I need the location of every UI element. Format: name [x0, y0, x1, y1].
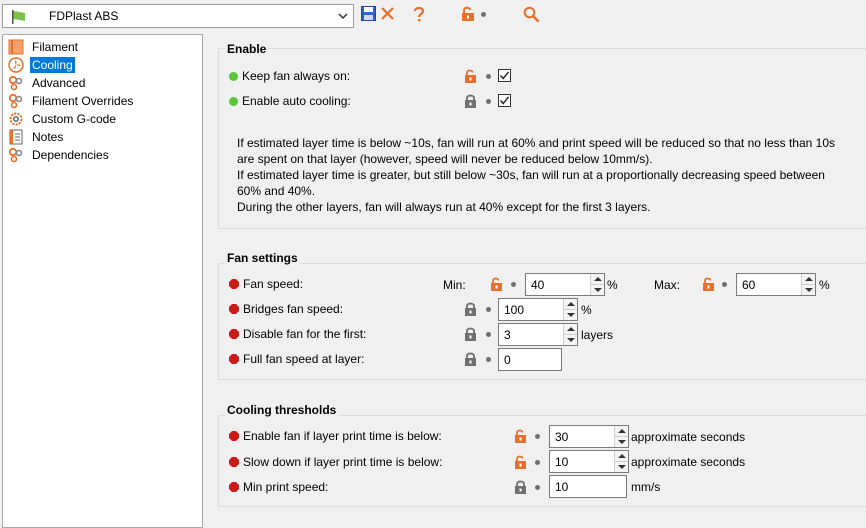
max-fan-speed-value: 60: [742, 278, 756, 292]
fan-settings-title: Fan settings: [227, 251, 298, 265]
full-fan-label: Full fan speed at layer:: [243, 352, 365, 366]
slow-down-unit: approximate seconds: [631, 455, 746, 469]
description-line: If estimated layer time is greater, but still below ~30s, fan will run at a proportionally decreasing speed between: [237, 168, 825, 182]
expert-mode-dot-icon: [229, 482, 239, 492]
bullet-icon: [486, 307, 491, 312]
auto-cooling-checkbox[interactable]: [498, 94, 511, 107]
filament-icon: [8, 39, 24, 55]
lock-closed-icon[interactable]: [464, 352, 477, 366]
bullet-icon: [486, 99, 491, 104]
lock-closed-icon[interactable]: [514, 480, 527, 494]
cooling-description: [237, 135, 857, 215]
description-line: are spent on that layer (however, speed will never be reduced below 10mm/s).: [237, 152, 653, 166]
sidebar-item-filament-overrides[interactable]: [8, 92, 135, 109]
lock-closed-icon[interactable]: [464, 302, 477, 316]
bullet-icon: [486, 332, 491, 337]
slow-down-spinner[interactable]: [549, 450, 629, 473]
description-line: 60% and 40%.: [237, 184, 316, 198]
bullet-icon: [486, 74, 491, 79]
cooling-thresholds-title: Cooling thresholds: [227, 403, 337, 417]
enable-fan-threshold-value: 30: [555, 430, 569, 444]
bullet-icon: [535, 460, 540, 465]
lock-closed-icon[interactable]: [464, 94, 477, 108]
bullet-icon: [722, 282, 727, 287]
sidebar-item-notes[interactable]: [8, 128, 65, 145]
save-icon[interactable]: [361, 6, 376, 21]
spinner-buttons[interactable]: [590, 274, 604, 295]
disable-fan-label: Disable fan for the first:: [243, 327, 367, 341]
sidebar-item-label: Advanced: [32, 75, 86, 90]
notes-icon: [8, 129, 24, 145]
sidebar-item-label: Custom G-code: [32, 111, 117, 126]
full-fan-layer-value: 0: [504, 353, 511, 367]
spinner-buttons[interactable]: [614, 451, 628, 472]
spinner-buttons[interactable]: [563, 324, 577, 345]
bullet-icon: [511, 282, 516, 287]
auto-cooling-label-row: [229, 93, 351, 109]
min-print-speed-value: 10: [555, 480, 569, 494]
delete-icon[interactable]: [380, 6, 395, 21]
settings-sidebar: [2, 34, 203, 528]
slow-down-label: Slow down if layer print time is below:: [243, 455, 443, 469]
expert-mode-dot-icon: [229, 279, 239, 289]
fan-speed-row: [229, 276, 303, 292]
expert-mode-dot-icon: [229, 329, 239, 339]
spinner-buttons[interactable]: [614, 426, 628, 447]
sidebar-item-label: Dependencies: [32, 147, 109, 162]
lock-open-icon[interactable]: [514, 429, 527, 443]
expert-mode-dot-icon: [229, 354, 239, 364]
max-unit: %: [819, 278, 830, 292]
simple-mode-dot-icon: [229, 97, 238, 106]
lock-open-icon[interactable]: [490, 277, 503, 291]
enable-group-title: Enable: [227, 42, 267, 56]
gcode-gear-icon: [8, 111, 24, 127]
fan-speed-label: Fan speed:: [243, 277, 304, 291]
enable-fan-threshold-spinner[interactable]: [549, 425, 629, 448]
question-icon[interactable]: [413, 6, 425, 22]
lock-open-icon[interactable]: [464, 69, 477, 83]
spinner-buttons[interactable]: [801, 274, 815, 295]
expert-mode-dot-icon: [229, 457, 239, 467]
dependencies-cogs-icon: [8, 147, 24, 163]
bullet-icon: [535, 485, 540, 490]
flag-icon: [11, 10, 27, 24]
lock-closed-icon[interactable]: [464, 327, 477, 341]
bridges-label: Bridges fan speed:: [243, 302, 344, 316]
max-fan-speed-spinner[interactable]: [736, 273, 816, 296]
check-icon: [499, 95, 510, 106]
sidebar-item-advanced[interactable]: [8, 74, 87, 91]
advanced-cogs-icon: [8, 75, 24, 91]
overrides-cogs-icon: [8, 93, 24, 109]
sidebar-item-cooling[interactable]: [8, 56, 75, 73]
sidebar-item-custom-gcode[interactable]: [8, 110, 118, 127]
sidebar-item-label: Notes: [32, 129, 64, 144]
bullet-icon: [486, 357, 491, 362]
simple-mode-dot-icon: [229, 72, 238, 81]
chevron-down-icon[interactable]: [338, 12, 348, 20]
slow-down-value: 10: [555, 455, 569, 469]
min-print-speed-row: [229, 479, 328, 495]
min-print-speed-unit: mm/s: [631, 480, 661, 494]
sidebar-item-label: Filament Overrides: [32, 93, 134, 108]
spinner-buttons[interactable]: [563, 299, 577, 320]
full-fan-layer-spinner[interactable]: [498, 348, 562, 371]
disable-fan-layers-value: 3: [504, 328, 511, 342]
keep-fan-label-row: [229, 68, 350, 84]
description-line: During the other layers, fan will always run at 40% except for the first 3 layers.: [237, 200, 651, 214]
min-print-speed-input[interactable]: [549, 475, 627, 498]
auto-cooling-label: Enable auto cooling:: [242, 94, 351, 108]
lock-open-icon[interactable]: [461, 6, 475, 21]
keep-fan-label: Keep fan always on:: [242, 69, 351, 83]
preset-combo[interactable]: [2, 4, 354, 28]
preset-name: FDPlast ABS: [49, 9, 119, 23]
enable-fan-threshold-row: [229, 428, 442, 444]
bullet-icon: [481, 12, 486, 17]
description-line: If estimated layer time is below ~10s, fan will run at 60% and print speed will be reduced so that no less than 10s: [237, 136, 835, 150]
slow-down-row: [229, 454, 442, 470]
check-icon: [499, 70, 510, 81]
lock-open-icon[interactable]: [514, 455, 527, 469]
sidebar-item-label: Cooling: [32, 57, 73, 72]
disable-fan-unit: layers: [581, 328, 614, 342]
disable-fan-row: [229, 326, 366, 342]
cooling-fan-icon: [8, 57, 24, 73]
expert-mode-dot-icon: [229, 431, 239, 441]
settings-content: [203, 34, 866, 528]
sidebar-item-filament[interactable]: [8, 38, 80, 55]
search-icon[interactable]: [523, 6, 540, 23]
bridges-row: [229, 301, 343, 317]
enable-fan-threshold-unit: approximate seconds: [631, 430, 746, 444]
min-fan-speed-spinner[interactable]: [525, 273, 605, 296]
min-label: Min:: [443, 278, 466, 292]
keep-fan-checkbox[interactable]: [498, 69, 511, 82]
sidebar-item-label: Filament: [32, 39, 79, 54]
disable-fan-layers-spinner[interactable]: [498, 323, 578, 346]
enable-fan-threshold-label: Enable fan if layer print time is below:: [243, 429, 442, 443]
full-fan-row: [229, 351, 364, 367]
bridges-fan-speed-value: 100: [504, 303, 525, 317]
expert-mode-dot-icon: [229, 304, 239, 314]
bullet-icon: [535, 434, 540, 439]
min-fan-speed-value: 40: [531, 278, 545, 292]
sidebar-item-dependencies[interactable]: [8, 146, 111, 163]
min-print-speed-label: Min print speed:: [243, 480, 329, 494]
min-unit: %: [607, 278, 618, 292]
max-label: Max:: [654, 278, 681, 292]
lock-open-icon[interactable]: [702, 277, 715, 291]
bridges-fan-speed-spinner[interactable]: [498, 298, 578, 321]
bridges-unit: %: [581, 303, 592, 317]
